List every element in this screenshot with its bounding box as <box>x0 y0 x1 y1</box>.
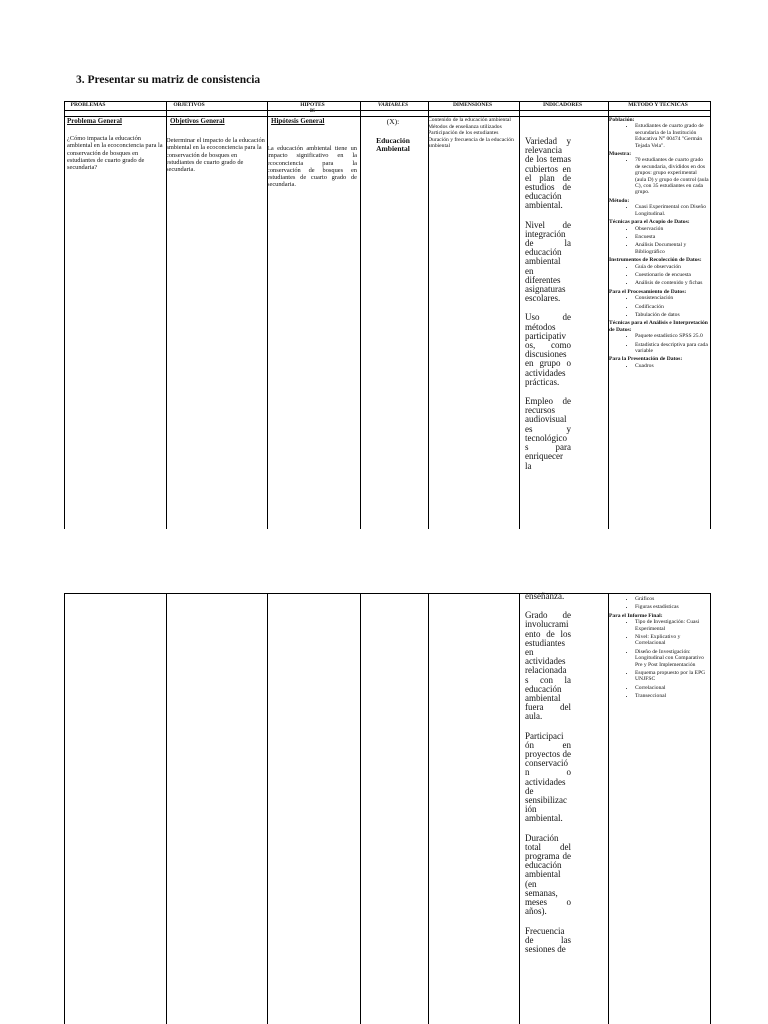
dimension-item: Participación de los estudiantes <box>428 130 499 137</box>
header-problemas: PROBLEMAS <box>70 102 106 108</box>
objetivo-subtitle: Objetivos General <box>170 117 225 125</box>
indicator-item: enseñanza. <box>525 591 565 601</box>
indicator-item: Grado de involucrami ento de los estudiantes en actividades relacionada s con la educación ambiental fuera del aula. <box>525 610 571 722</box>
indicator-item: Participaci ón en proyectos de conservació n o actividades de sensibilizac ión ambiental. <box>525 730 571 824</box>
header-indicadores: INDICADORES <box>542 102 583 108</box>
indicadores-cell-continued <box>525 592 571 964</box>
section-title: 3. Presentar su matriz de consistencia <box>76 74 261 86</box>
header-objetivos: OBJETIVOS <box>173 102 205 108</box>
metodo-cell-continued: • Gráficos • Figuras estadísticas Para el Informe Final: • Tipo de Investigación: Cuasi Experimental • Nivel: Explicativo y Correlacional • Diseño de Investigación: Longitudinal con Comparativo Pre y Post Implementación • Esquema propuesto por la EPG UNJFSC • Correlacional • Transeccional <box>609 596 709 702</box>
metodo-cell: Población: • Estudiantes de cuarto grado de secundaria de la Institución Educativa N° 00474 "Germán Tejada Vela". Muestra: • 70 estudiantes de cuarto grado de secundaria, divididos en dos grupos: grupo experimental (aula D) y grupo de control (aula C), con 35 estudiantes en cada grupo. Método: • Cuasi Experimental con Diseño Longitudinal. Técnicas para el Acopio de Datos: • Observación • Encuesta • Análisis Documental y Bibliográfico Instrumentos de Recolección de Datos: • Guía de observación • Cuestionario de encuesta • Análisis de contenido y fichas Para el Procesamiento de Datos: • Consistenciación • Codificación • Tabulación de datos Técnicas para el Análisis e Interpretación de Datos: • Paquete estadístico SPSS 25.0 • Estadística descriptiva para cada variable Para la Presentación de Datos: • Cuadros <box>609 117 709 371</box>
header-variables: VARIABLES <box>377 102 409 108</box>
header-dimensiones: DIMENSIONES <box>452 102 493 108</box>
indicator-item: Uso de métodos participativ os, como discusiones en grupo o actividades prácticas. <box>525 312 571 387</box>
dimension-item: Métodos de enseñanza utilizados <box>428 123 502 130</box>
indicator-item: Empleo de recursos audiovisual es y tecnológico s para enriquecer la <box>525 396 571 471</box>
dimension-item: Contenido de la educación ambiental <box>428 117 511 123</box>
indicator-item: Nivel de integración de la educación ambiental en diferentes asignaturas escolares. <box>525 219 571 304</box>
objetivos-cell <box>166 118 265 173</box>
indicator-item: Frecuencia de las sesiones de <box>525 925 571 954</box>
problema-subtitle: Problema General <box>67 117 122 125</box>
hipotesis-text: La educación ambiental tiene un impacto significativo en la ecoconciencia para la conservación de bosques en estudiantes de cuarto grado de secundaria. <box>267 145 357 189</box>
hipotesis-subtitle: Hipótesis General <box>271 117 325 125</box>
problema-text: ¿Cómo impacta la educación ambiental en la ecoconciencia para la conservación de bosques en estudiantes de cuarto grado de secundaria? <box>67 135 163 172</box>
dimensiones-cell <box>428 117 516 150</box>
indicadores-cell <box>525 137 571 481</box>
variables-cell <box>360 118 426 154</box>
problemas-cell <box>67 118 163 171</box>
indicator-item: Duración total del programa de educación ambiental (en semanas, meses o años). <box>525 832 571 917</box>
indicator-item: Variedad y relevancia de los temas cubiertos en el plan de estudios de educación ambiental. <box>525 136 571 211</box>
hipotesis-cell <box>267 118 357 188</box>
variable-name: Educación Ambiental <box>376 135 410 153</box>
header-metodo: METODO Y TECNICAS <box>628 102 688 108</box>
variable-code: (X): <box>386 117 400 126</box>
dimension-item: Duración y frecuencia de la educación ambiental <box>428 136 514 150</box>
header-hipotesis: HIPOTES IS <box>300 102 325 114</box>
objetivo-text: Determinar el impacto de la educación ambiental en la ecoconciencia para la conservación de bosques en estudiantes de cuarto grado de secundaria. <box>166 137 265 174</box>
